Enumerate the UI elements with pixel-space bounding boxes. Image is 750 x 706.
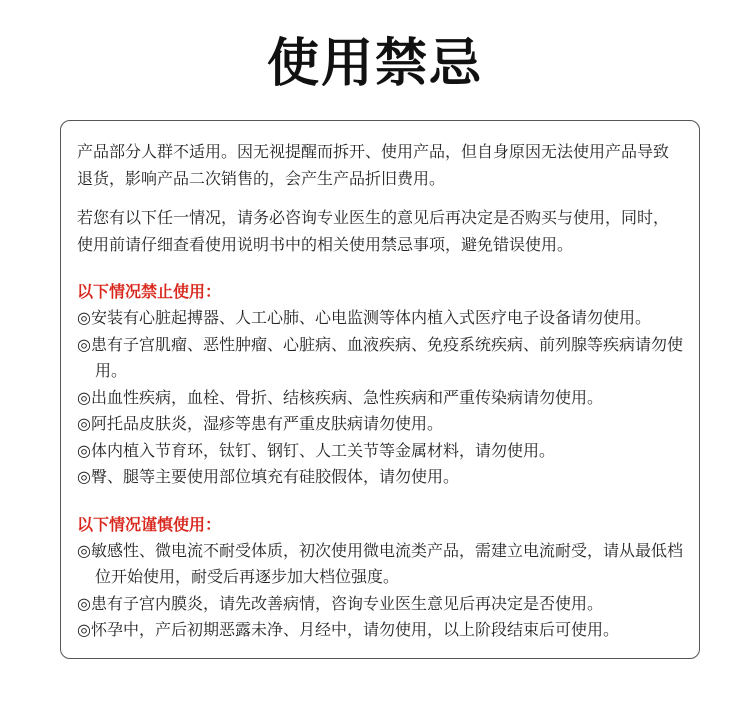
list-item: ◎怀孕中，产后初期恶露未净、月经中，请勿使用，以上阶段结束后可使用。 (77, 620, 619, 639)
list-item: ◎敏感性、微电流不耐受体质，初次使用微电流类产品，需建立电流耐受，请从最低档位开始使用，耐受后再逐步加大档位强度。 (77, 540, 683, 586)
page-title: 使用禁忌 (266, 34, 483, 94)
list-item: ◎出血性疾病，血栓、骨折、结核疾病、急性疾病和严重传染病请勿使用。 (77, 387, 603, 407)
list-item: ◎体内植入节育环，钛钉、钢钉、人工关节等金属材料，请勿使用。 (77, 440, 555, 460)
list-item: ◎安装有心脏起搏器、人工心肺、心电监测等体内植入式医疗电子设备请勿使用。 (77, 308, 651, 327)
caution-heading: 以下情况谨慎使用： (77, 514, 222, 534)
list-item: ◎患有子宫肌瘤、恶性肿瘤、心脏病、血液疾病、免疫系统疾病、前列腺等疾病请勿使用。 (77, 334, 683, 380)
contraindications-panel (60, 120, 700, 659)
list-item: ◎臀、腿等主要使用部位填充有硅胶假体，请勿使用。 (77, 467, 459, 486)
list-item: ◎阿托品皮肤炎，湿疹等患有严重皮肤病请勿使用。 (77, 414, 443, 433)
caution-list (77, 538, 683, 644)
list-item: ◎患有子宫内膜炎，请先改善病情，咨询专业医生意见后再决定是否使用。 (77, 593, 603, 613)
intro-paragraph-2: 若您有以下任一情况，请务必咨询专业医生的意见后再决定是否购买与使用，同时，使用前请仔细查看使用说明书中的相关使用禁忌事项，避免错误使用。 (77, 208, 670, 254)
intro-paragraph-1: 产品部分人群不适用。因无视提醒而拆开、使用产品，但自身原因无法使用产品导致退货，影响产品二次销售的，会产生产品折旧费用。 (77, 142, 670, 188)
prohibited-heading: 以下情况禁止使用： (77, 282, 222, 301)
prohibited-list (77, 305, 683, 491)
